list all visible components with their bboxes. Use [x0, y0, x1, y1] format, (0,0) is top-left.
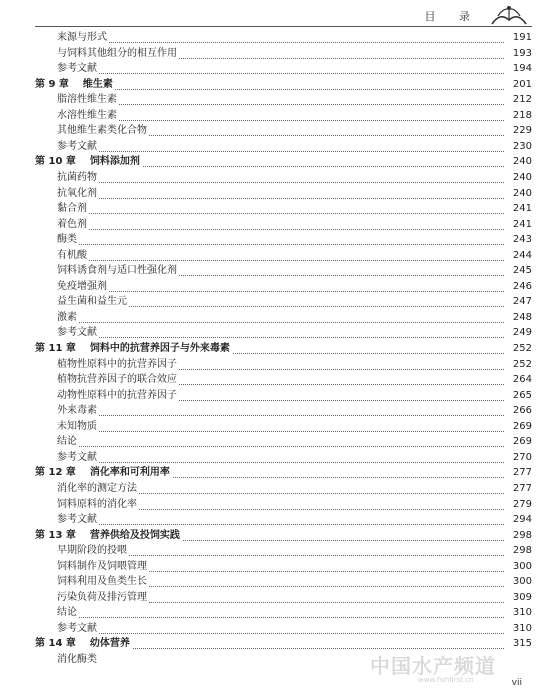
book-logo-icon	[490, 4, 528, 26]
toc-page-number: 310	[512, 607, 532, 619]
chapter-number: 第 9 章	[35, 78, 69, 90]
toc-page-number: 246	[512, 280, 532, 292]
toc-page-number: 252	[512, 343, 532, 354]
watermark: 中国水产频道	[370, 654, 496, 678]
toc-page-number: 277	[512, 482, 532, 494]
toc-page-number: 266	[512, 405, 532, 417]
leader-dots	[57, 321, 504, 338]
toc-page-number: 298	[512, 545, 532, 557]
toc-page-number: 277	[512, 467, 532, 479]
toc-page-number: 245	[512, 265, 532, 277]
toc-entry-label: 参考文献	[57, 450, 99, 466]
leader-dots	[57, 601, 504, 618]
toc-entry-label: 脂溶性维生素	[57, 92, 119, 108]
toc-page-number: 201	[512, 78, 532, 90]
toc-entry-label: 饲料利用及鱼类生长	[57, 574, 149, 590]
toc-entry-label: 抗菌药物	[57, 170, 99, 186]
toc-entry-label: 消化酶类	[57, 652, 99, 668]
toc-entry-label: 动物性原料中的抗营养因子	[57, 388, 179, 404]
toc-page-number: 249	[512, 327, 532, 339]
chapter-number: 第 10 章	[35, 156, 76, 168]
toc-page-number: 252	[512, 358, 532, 370]
toc-page-number: 298	[512, 529, 532, 541]
leader-dots	[57, 306, 504, 323]
toc-page-number: 191	[512, 32, 532, 43]
leader-dots	[57, 508, 504, 525]
toc-page-number: 230	[512, 140, 532, 152]
toc-entry-label: 参考文献	[57, 325, 99, 341]
toc-page-number: 309	[512, 591, 532, 603]
page-header	[35, 8, 532, 27]
toc-page-number: 218	[512, 109, 532, 121]
watermark-url: www.fishfirst.cn	[418, 676, 474, 684]
header-title: 目 录	[424, 10, 480, 23]
toc-page-number: 310	[512, 622, 532, 634]
toc-entry-label: 水溶性维生素	[57, 108, 119, 124]
leader-dots	[57, 197, 504, 214]
toc-page-number: 270	[512, 451, 532, 463]
leader-dots	[57, 26, 504, 43]
leader-dots	[57, 88, 504, 105]
toc-entry-label: 参考文献	[57, 139, 99, 155]
toc-page-number: 248	[512, 311, 532, 323]
toc-entry-label: 黏合剂	[57, 201, 89, 217]
toc-page-number: 240	[512, 171, 532, 183]
leader-dots	[57, 166, 504, 183]
toc-entry-label: 饲料制作及饲喂管理	[57, 559, 149, 575]
toc-entry-label: 外来毒素	[57, 403, 99, 419]
toc-page-number: 300	[512, 576, 532, 588]
leader-dots	[57, 57, 504, 74]
leader-dots	[57, 213, 504, 230]
leader-dots	[57, 135, 504, 152]
toc-page-number: 294	[512, 514, 532, 526]
toc-entry-label: 植物抗营养因子的联合效应	[57, 372, 179, 388]
toc-page-number: 269	[512, 436, 532, 448]
toc-entry-label: 参考文献	[57, 621, 99, 637]
chapter-title: 营养供给及投饲实践	[89, 529, 180, 541]
leader-dots	[57, 275, 504, 292]
toc-page-number: 240	[512, 156, 532, 168]
toc-page-number: 279	[512, 498, 532, 510]
toc-page-number: 229	[512, 125, 532, 137]
toc-entry-label	[35, 636, 132, 652]
toc-page-number: 269	[512, 420, 532, 432]
page-number: vii	[511, 678, 522, 688]
chapter-title: 幼体营养	[89, 638, 130, 650]
toc-page-number: 193	[512, 47, 532, 59]
toc-entry-label: 益生菌和益生元	[57, 294, 129, 310]
toc-page-number: 243	[512, 234, 532, 246]
toc-entry-label: 激素	[57, 310, 79, 326]
leader-dots	[57, 415, 504, 432]
leader-dots	[57, 446, 504, 463]
toc-entry-label: 着色剂	[57, 217, 89, 233]
toc-entry-label: 饲料诱食剂与适口性强化剂	[57, 263, 179, 279]
toc-entry-label: 来源与形式	[57, 30, 109, 46]
toc-entry-label: 未知物质	[57, 419, 99, 435]
toc-entry-label: 免疫增强剂	[57, 279, 109, 295]
toc-entry-label: 植物性原料中的抗营养因子	[57, 357, 179, 373]
toc-entry-label: 结论	[57, 434, 79, 450]
chapter-title: 消化率和可利用率	[89, 467, 170, 479]
leader-dots	[57, 430, 504, 447]
toc-entry-label: 参考文献	[57, 512, 99, 528]
toc-page-number: 240	[512, 187, 532, 199]
chapter-number: 第 13 章	[35, 529, 76, 541]
chapter-title: 饲料中的抗营养因子与外来毒素	[89, 343, 230, 354]
toc-entry-label: 与饲料其他组分的相互作用	[57, 46, 179, 62]
toc-page-number: 247	[512, 296, 532, 308]
toc-entry-label: 污染负荷及排污管理	[57, 590, 149, 606]
toc-entry-label: 结论	[57, 605, 79, 621]
toc-entry-label: 参考文献	[57, 61, 99, 77]
toc-page-number: 212	[512, 94, 532, 106]
leader-dots	[57, 104, 504, 121]
toc-entry-label: 抗氧化剂	[57, 186, 99, 202]
toc-page-number: 241	[512, 203, 532, 215]
toc-entry-label: 消化率的测定方法	[57, 481, 139, 497]
chapter-number: 第 14 章	[35, 638, 76, 650]
toc-page-number: 315	[512, 638, 532, 650]
toc-entry-label: 酶类	[57, 232, 79, 248]
toc-page-number: 265	[512, 389, 532, 401]
toc-page-number: 241	[512, 218, 532, 230]
toc-entry-label: 早期阶段的投喂	[57, 543, 129, 559]
chapter-number: 第 11 章	[35, 343, 76, 354]
leader-dots	[57, 617, 504, 634]
leader-dots	[57, 399, 504, 416]
toc-entry-label: 其他维生素类化合物	[57, 123, 149, 139]
leader-dots	[57, 182, 504, 199]
chapter-title: 维生素	[82, 78, 113, 90]
toc-page-number: 244	[512, 249, 532, 261]
toc-page-number: 264	[512, 374, 532, 386]
leader-dots	[57, 244, 504, 261]
leader-dots	[57, 228, 504, 245]
toc-entry-label: 饲料原料的消化率	[57, 497, 139, 513]
toc-page-number: 300	[512, 560, 532, 572]
toc-entry-label: 有机酸	[57, 248, 89, 264]
chapter-title: 饲料添加剂	[89, 156, 140, 168]
toc-page-number: 194	[512, 63, 532, 75]
chapter-number: 第 12 章	[35, 467, 76, 479]
